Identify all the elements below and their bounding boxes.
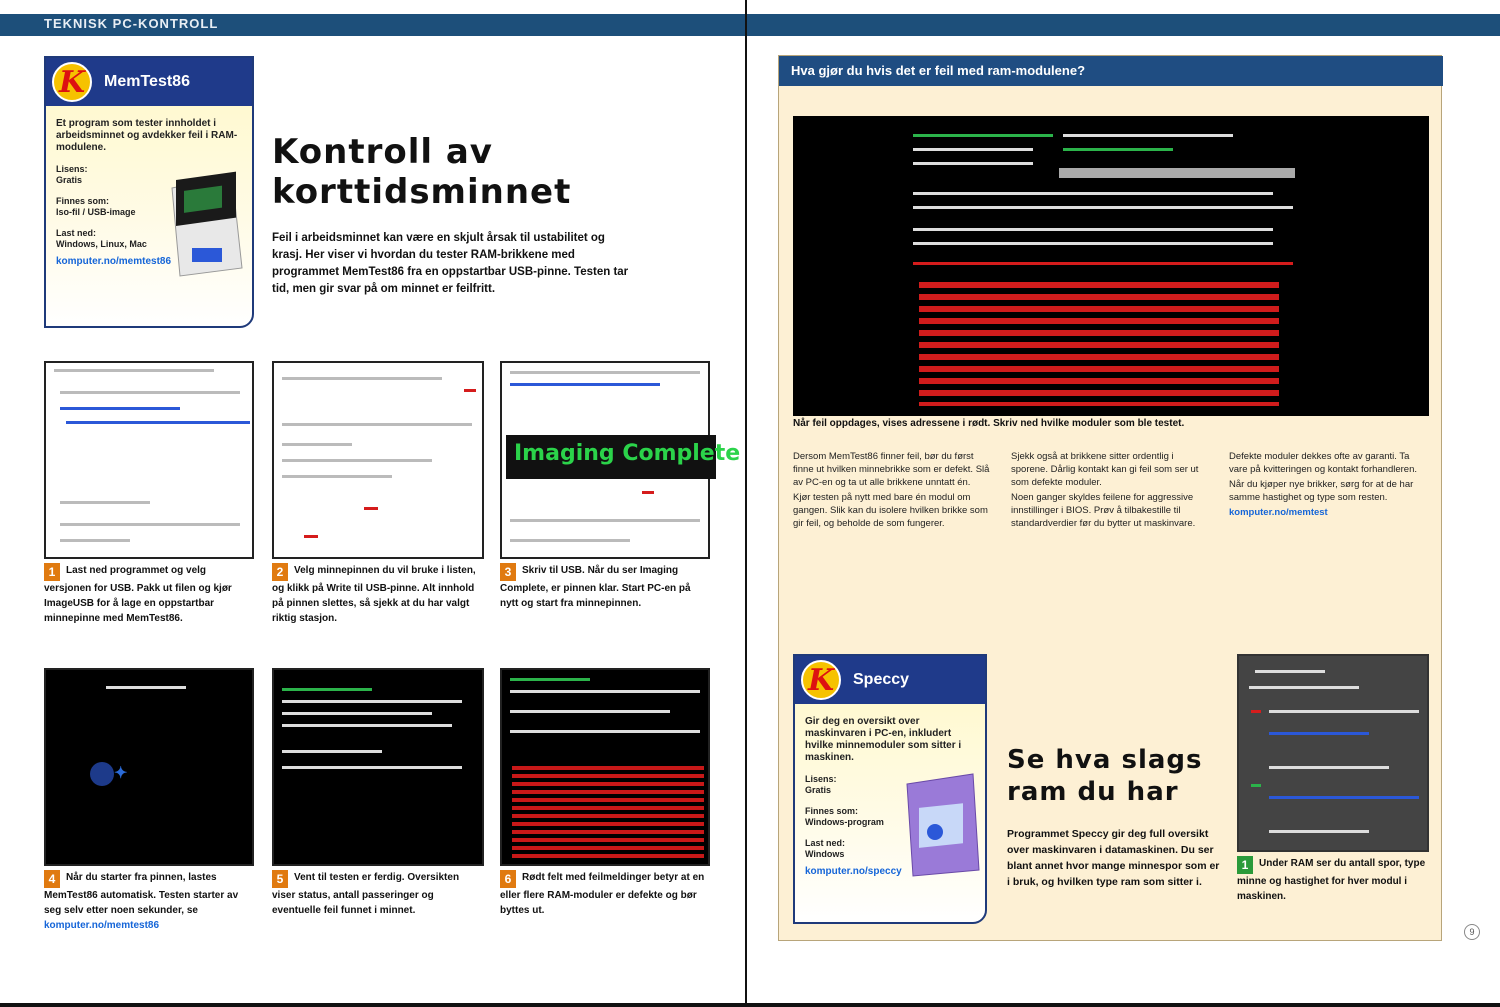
step-badge-3: 3 xyxy=(500,563,516,581)
speccy-step-badge: 1 xyxy=(1237,856,1253,874)
screenshot-1 xyxy=(44,361,254,559)
komputer-logo-icon: K xyxy=(52,62,92,102)
page-spine xyxy=(745,0,747,1007)
screenshot-2 xyxy=(272,361,484,559)
screenshot-3 xyxy=(500,361,741,559)
product-spec-format: Finnes som: Iso-fil / USB-image xyxy=(56,196,136,217)
komputer-logo-icon: K xyxy=(801,660,841,700)
error-address-list xyxy=(919,282,1279,406)
article-title: Kontroll av korttidsminnet xyxy=(272,132,572,212)
speccy-header xyxy=(795,656,985,704)
step-badge-2: 2 xyxy=(272,563,288,581)
speccy-spec-platform: Last ned: Windows xyxy=(805,838,846,859)
caption-6: 6 Rødt felt med feilmeldinger betyr at en eller flere RAM-moduler er defekte og bør byttes ut. xyxy=(500,872,705,916)
speccy-description: Gir deg en oversikt over maskinvaren i PC-en, inkludert hvilke minnemoduler som sitter i maskinen. xyxy=(805,716,962,763)
product-spec-platform: Last ned: Windows, Linux, Mac xyxy=(56,228,147,249)
speccy-spec-license: Lisens: Gratis xyxy=(805,774,837,795)
step-badge-1: 1 xyxy=(44,563,60,581)
section-tag: TEKNISK PC-KONTROLL xyxy=(44,16,219,31)
body-column-1: Dersom MemTest86 finner feil, bør du først finne ut hvilken minnebrikke som er defekt. Slå av PC-en og ta ut alle brikkene unntatt én. Kjør testen på nytt med bare én modul om gangen. Slik kan du isolere hvilken brikke som gir feil, og beholde de som fungerer. xyxy=(793,451,990,529)
product-box-speccy xyxy=(793,654,987,924)
step-badge-6: 6 xyxy=(500,870,516,888)
caption-2: 2 Velg minnepinnen du vil bruke i listen, og klikk på Write til USB-pinne. Alt innhold på pinnen slettes, så sjekk at du har valgt riktig stasjon. xyxy=(272,565,476,624)
speccy-title: Se hva slags ram du har xyxy=(1007,745,1203,807)
speccy-caption: 1 Under RAM ser du antall spor, type minne og hastighet for hver modul i maskinen. xyxy=(1237,858,1426,902)
speccy-link[interactable]: komputer.no/speccy xyxy=(805,866,902,877)
step-badge-5: 5 xyxy=(272,870,288,888)
screenshot-6 xyxy=(500,668,710,866)
page-number: 9 xyxy=(1464,924,1480,940)
body-column-2: Sjekk også at brikkene sitter ordentlig i sporene. Dårlig kontakt kan gi feil som ser ut som defekte moduler. Noen ganger skyldes feilene for aggressive innstillinger i BIOS. Prøv å tilbakestille til standardverdier før du bytter ut maskinvare. xyxy=(1011,451,1199,529)
speccy-spec-format: Finnes som: Windows-program xyxy=(805,806,884,827)
column-link[interactable]: komputer.no/memtest xyxy=(1229,507,1328,518)
speccy-name: Speccy xyxy=(853,671,910,688)
product-header xyxy=(46,58,252,106)
software-box-art-icon xyxy=(162,168,246,278)
speccy-lead: Programmet Speccy gir deg full oversikt over maskinvaren i datamaskinen. Du ser blant annet hvor mange minnespor som er i bruk, og hvilken type ram som sitter i. xyxy=(1007,828,1220,888)
product-name: MemTest86 xyxy=(104,73,190,90)
caption-4: 4 Når du starter fra pinnen, lastes MemTest86 automatisk. Testen starter av seg selv etter noen sekunder, se komputer.no/memtest86 xyxy=(44,872,239,931)
progress-bar xyxy=(1059,168,1295,178)
caption-3: 3 Skriv til USB. Når du ser Imaging Complete, er pinnen klar. Start PC-en på nytt og start fra minnepinnen. xyxy=(500,565,691,609)
screenshot-5 xyxy=(272,668,484,866)
product-description: Et program som tester innholdet i arbeidsminnet og avdekker feil i RAM-modulene. xyxy=(56,118,238,153)
header-bar xyxy=(0,14,1500,36)
memtest-splash-logo-icon: ✦ xyxy=(90,762,210,788)
speccy-screenshot xyxy=(1237,654,1429,852)
bottom-rule xyxy=(0,1003,1500,1007)
step-badge-4: 4 xyxy=(44,870,60,888)
caption-1: 1 Last ned programmet og velg versjonen for USB. Pakk ut filen og kjør ImageUSB for å lage en oppstartbar minnepinne med MemTest86. xyxy=(44,565,232,624)
error-list-block xyxy=(512,766,704,858)
speccy-box-art-icon xyxy=(899,770,983,880)
screen-caption: Når feil oppdages, vises adressene i rødt. Skriv ned hvilke moduler som ble testet. xyxy=(793,418,1185,429)
product-link[interactable]: komputer.no/memtest86 xyxy=(56,256,172,267)
caption-5: 5 Vent til testen er ferdig. Oversikten viser status, antall passeringer og eventuelle feil funnet i minnet. xyxy=(272,872,460,916)
info-panel xyxy=(778,55,1442,941)
screenshot-4 xyxy=(44,668,254,866)
article-lead: Feil i arbeidsminnet kan være en skjult årsak til ustabilitet og krasj. Her viser vi hvordan du tester RAM-brikkene med programmet MemTest86 fra en oppstartbar USB-pinne. Testen tar tid, men gir svar på om minnet er feilfritt. xyxy=(272,232,629,295)
product-box-memtest xyxy=(44,56,254,328)
memtest-error-screen xyxy=(793,116,1429,416)
panel-title: Hva gjør du hvis det er feil med ram-modulene? xyxy=(779,56,1443,86)
body-column-3: Defekte moduler dekkes ofte av garanti. Ta vare på kvitteringen og kontakt forhandleren. Når du kjøper nye brikker, sørg for at de har samme hastighet og type som resten. komputer.no/memtest xyxy=(1229,450,1427,521)
imaging-status-banner: Imaging Complete xyxy=(506,435,716,479)
product-spec-license: Lisens: Gratis xyxy=(56,164,88,185)
